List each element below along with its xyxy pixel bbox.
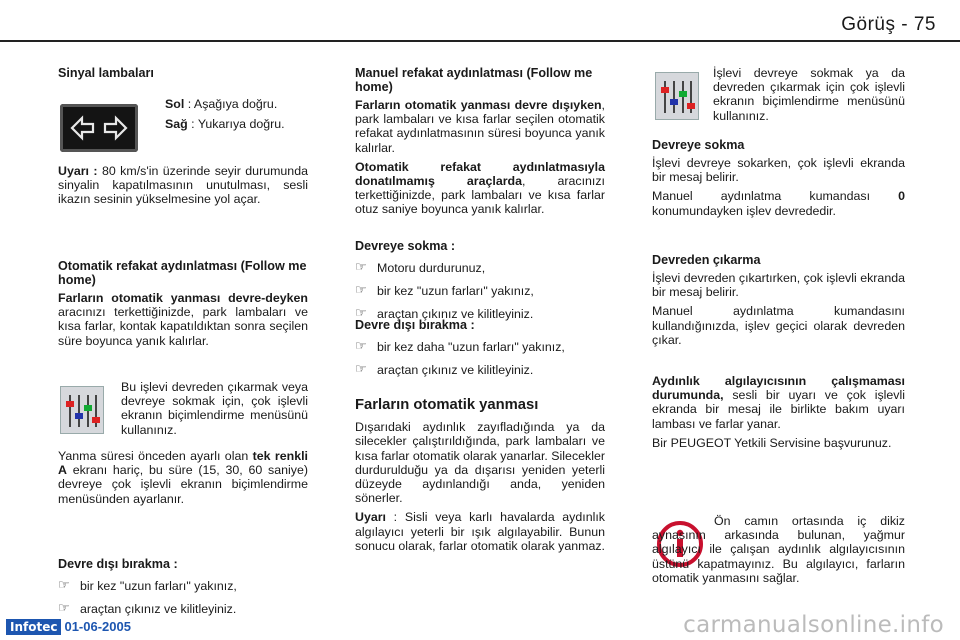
off-list-1: [58, 579, 308, 616]
warning-label-2: Uyarı: [355, 510, 386, 525]
auto-headlights-section: [355, 398, 605, 558]
settings-sliders-icon: [655, 72, 699, 120]
list-item: ☞ bir kez "uzun farları" yakınız,: [58, 577, 237, 593]
column-1-body: [58, 164, 308, 212]
column-2: [355, 66, 605, 222]
menu-note-text: Bu işlevi devreden çıkarmak veya devreye sokmak için, çok işlevli ekranın biçimlendirme menüsünü kullanınız.: [121, 380, 308, 437]
list-item: ☞ Motoru durdurunuz,: [355, 259, 486, 275]
auto-text: aracınızı terkettiğinizde, park lambaları ve kısa farlar, kontak kapatıldıktan sonra seçilen süre boyunca yanık kalırlar.: [58, 305, 308, 348]
on-text-1: İşlevi devreye sokarken, çok işlevli ekranda bir mesaj belirir.: [652, 156, 905, 185]
menu-note-text-2: İşlevi devreye sokmak ya da devreden çıkarmak için çok işlevli ekranın biçimlendirme menüsünü kullanınız.: [713, 66, 905, 123]
list-item: ☞ araçtan çıkınız ve kilitleyiniz.: [355, 305, 534, 322]
sensor-text-2: Bir PEUGEOT Yetkili Servisine başvurunuz.: [652, 435, 892, 450]
on-text-2-bold: 0: [898, 189, 905, 204]
off-list-2: [355, 340, 605, 377]
hand-pointer-icon: ☞: [355, 282, 367, 298]
column-1: [58, 66, 308, 84]
manual-bold-2: Otomatik refakat aydınlatmasıyla donatılmamış araçlarda: [355, 159, 605, 189]
duration-text-1: Yanma süresi önceden ayarlı olan: [58, 449, 253, 463]
header-rule: [0, 40, 960, 42]
sag-text: : Yukarıya doğru.: [187, 117, 285, 132]
signal-directions: [165, 97, 315, 136]
menu-note-1: [121, 380, 308, 442]
footer: [6, 618, 131, 636]
manual-text: , park lambaları ve kısa farlar seçilen otomatik refakat aydınlatmasının süresi boyunca yanık kalırlar.: [355, 98, 605, 155]
auto-headlights-text: Dışarıdaki aydınlık zayıfladığında ya da silecekler çalıştırıldığında, park lambaları ve kısa farlar otomatik olarak yanarlar. Silecekler durdurulduğu ya da dışarısı yeniden yeterli düzeyde aydınlandığı anda, yeniden sönerler.: [355, 420, 605, 506]
auto-bold: Farların otomatik yanması devre-deyken: [58, 291, 308, 305]
duration-paragraph: [58, 449, 308, 511]
page-title: Görüş - 75: [841, 14, 936, 35]
info-section: [652, 514, 905, 590]
off-heading-1: Devre dışı bırakma :: [58, 557, 178, 571]
hand-pointer-icon: ☞: [355, 259, 367, 274]
auto-heading: Otomatik refakat aydınlatması (Follow me home): [58, 259, 307, 287]
info-text: Ön camın ortasında iç dikiz aynasının arkasında bulunan, yağmur algılayıcı ile çalışan aydınlık algılayıcısının üstünü kapatmayınız. Bu algılayıcı, farların otomatik yanmasını sağlar.: [652, 514, 905, 585]
sol-label: Sol: [165, 97, 185, 111]
infotec-logo: Infotec: [6, 619, 61, 635]
off-heading-3: Devreden çıkarma: [652, 253, 761, 267]
warning-label: Uyarı :: [58, 164, 98, 178]
hand-pointer-icon: ☞: [355, 361, 367, 377]
sensor-bold: Aydınlık algılayıcısının çalışmaması durumunda,: [652, 374, 905, 403]
off-section-1: [58, 557, 308, 625]
sag-label: Sağ: [165, 117, 188, 132]
warning-text-2: : Sisli veya karlı havalarda aydınlık algılayıcı yeterli bir ışık algılayabilir. Bunun sonucu olarak, farlar otomatik olarak yanmaz.: [355, 510, 605, 553]
settings-sliders-icon: [60, 386, 104, 434]
hand-pointer-icon: ☞: [58, 600, 70, 616]
menu-note-2: [713, 66, 905, 128]
manual-heading: Manuel refakat aydınlatması (Follow me home): [355, 66, 593, 94]
manual-bold: Farların otomatik yanması devre dışıyken: [355, 98, 602, 112]
list-item: ☞ bir kez "uzun farları" yakınız,: [355, 282, 534, 299]
off-heading-2: Devre dışı bırakma :: [355, 318, 475, 332]
off-section-3: [652, 253, 905, 352]
section-heading: Farların otomatik yanması: [355, 397, 539, 413]
off-section-2: [355, 318, 605, 386]
signal-heading: Sinyal lambaları: [58, 66, 154, 80]
list-item: ☞ araçtan çıkınız ve kilitleyiniz.: [58, 600, 237, 617]
off-text-1: İşlevi devreden çıkartırken, çok işlevli ekranda bir mesaj belirir.: [652, 271, 905, 300]
on-heading-2: Devreye sokma :: [355, 239, 456, 253]
duration-bold: tek renkli A: [58, 449, 308, 478]
on-text-2a: Manuel aydınlatma kumandası: [652, 189, 899, 204]
sensor-section: [652, 374, 905, 455]
on-section-3: [652, 138, 905, 223]
duration-text-2: ekranı hariç, bu süre (15, 30, 60 saniye) devreye çok işlevli ekranın biçimlendirme menüsünden ayarlanır.: [58, 463, 308, 506]
on-heading-3: Devreye sokma: [652, 138, 745, 152]
sensor-text: sesli bir uyarı ve çok işlevli ekranda bir mesaj ile birlikte bakım uyarı lambası ve farlar yanar.: [652, 388, 905, 431]
left-right-arrows-icon: [60, 104, 138, 152]
list-item: ☞ araçtan çıkınız ve kilitleyiniz.: [355, 361, 534, 378]
on-list-2: [355, 261, 605, 322]
hand-pointer-icon: ☞: [355, 338, 367, 353]
hand-pointer-icon: ☞: [355, 305, 367, 321]
list-item: ☞ bir kez daha "uzun farları" yakınız,: [355, 338, 565, 354]
auto-section: [58, 259, 308, 353]
footer-date: 01-06-2005: [64, 619, 131, 634]
hand-pointer-icon: ☞: [58, 577, 70, 592]
on-section-2: [355, 239, 605, 331]
on-text-2b: konumundayken işlev devrededir.: [652, 203, 836, 218]
sol-text: : Aşağıya doğru.: [184, 97, 278, 111]
warning-text: 80 km/s'in üzerinde seyir durumunda sinyalin kapatılmasının unutulması, sesli ikazın sesinin yükselmesine yol açar.: [58, 164, 308, 207]
off-text-2: Manuel aydınlatma kumandasını kullandığınızda, işlev geçici olarak devreden çıkar.: [652, 304, 905, 347]
watermark: carmanualsonline.info: [683, 612, 944, 638]
manual-text-2: , aracınızı terkettiğinizde, park lambaları ve kısa farlar otuz saniye boyunca yanık kalırlar.: [355, 174, 606, 217]
